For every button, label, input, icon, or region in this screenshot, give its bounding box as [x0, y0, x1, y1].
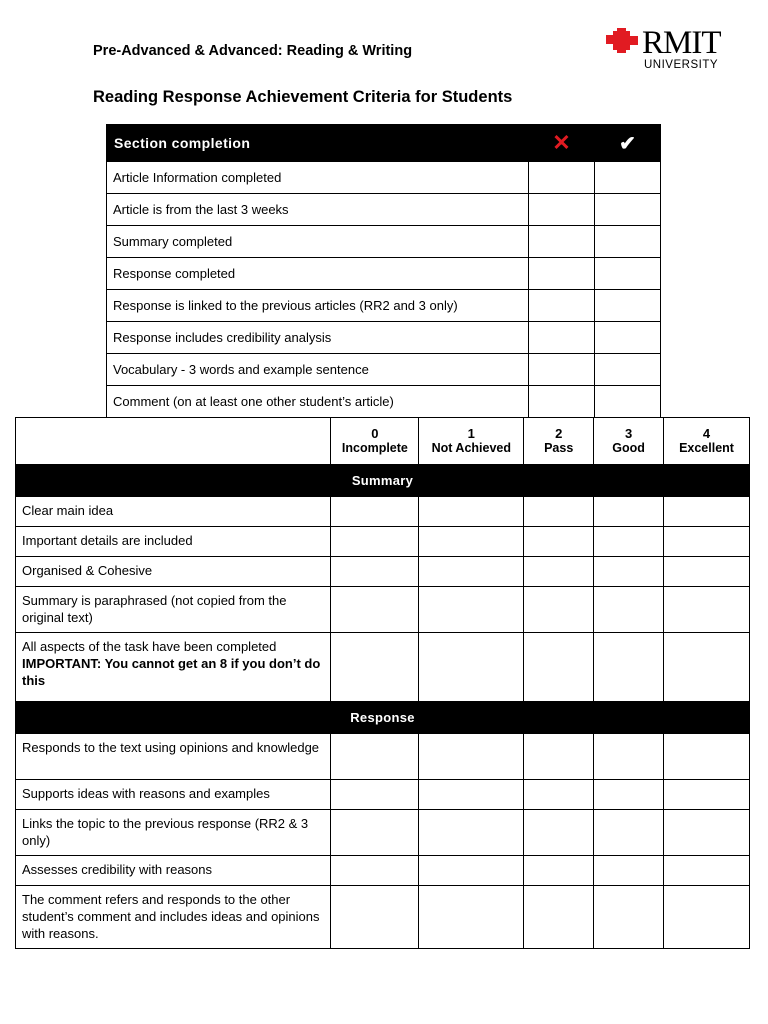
criterion-label: Clear main idea — [16, 497, 331, 527]
score-cell[interactable] — [331, 886, 419, 949]
score-header-3: 3 Good — [594, 418, 664, 465]
criterion-label: All aspects of the task have been completed — [22, 639, 277, 654]
checklist-cross-cell[interactable] — [529, 354, 595, 386]
score-cell[interactable] — [331, 734, 419, 780]
score-cell[interactable] — [419, 587, 524, 633]
important-note: IMPORTANT: You cannot get an 8 if you don’t do this — [22, 656, 321, 688]
score-cell[interactable] — [594, 497, 664, 527]
checklist-cross-cell[interactable] — [529, 258, 595, 290]
criterion-label: Important details are included — [16, 527, 331, 557]
criterion-label: Responds to the text using opinions and knowledge — [16, 734, 331, 780]
score-cell[interactable] — [419, 780, 524, 810]
score-cell[interactable] — [331, 856, 419, 886]
score-cell[interactable] — [664, 856, 750, 886]
checklist-row — [107, 290, 661, 322]
checklist-item-label: Response is linked to the previous articles (RR2 and 3 only) — [107, 290, 529, 322]
rubric-row — [16, 633, 750, 702]
score-cell[interactable] — [524, 810, 594, 856]
response-section-header — [16, 702, 750, 734]
score-cell[interactable] — [664, 587, 750, 633]
section-completion-table — [106, 124, 661, 418]
score-cell[interactable] — [594, 810, 664, 856]
criterion-label: The comment refers and responds to the other student’s comment and includes ideas and opinions with reasons. — [16, 886, 331, 949]
rubric-row — [16, 734, 750, 780]
rubric-row — [16, 557, 750, 587]
checklist-tick-cell[interactable] — [595, 290, 661, 322]
rubric-row — [16, 856, 750, 886]
score-cell[interactable] — [594, 527, 664, 557]
checklist-cross-cell[interactable] — [529, 194, 595, 226]
summary-heading: Summary — [16, 465, 750, 497]
score-cell[interactable] — [331, 810, 419, 856]
score-cell[interactable] — [594, 734, 664, 780]
score-cell[interactable] — [594, 633, 664, 702]
tick-column-header — [595, 125, 661, 162]
rubric-corner-cell — [16, 418, 331, 465]
logo-wordmark: RMIT — [642, 25, 721, 61]
criterion-label: Organised & Cohesive — [16, 557, 331, 587]
score-cell[interactable] — [594, 856, 664, 886]
score-cell[interactable] — [664, 886, 750, 949]
score-cell[interactable] — [331, 633, 419, 702]
score-cell[interactable] — [524, 527, 594, 557]
score-cell[interactable] — [664, 497, 750, 527]
criterion-label: Summary is paraphrased (not copied from the original text) — [16, 587, 331, 633]
score-cell[interactable] — [594, 780, 664, 810]
score-cell[interactable] — [664, 527, 750, 557]
checklist-item-label: Comment (on at least one other student’s article) — [107, 386, 529, 418]
checklist-heading: Section completion — [107, 125, 529, 162]
checklist-cross-cell[interactable] — [529, 386, 595, 418]
checklist-tick-cell[interactable] — [595, 226, 661, 258]
checklist-item-label: Response completed — [107, 258, 529, 290]
score-cell[interactable] — [594, 587, 664, 633]
checklist-item-label: Response includes credibility analysis — [107, 322, 529, 354]
score-cell[interactable] — [331, 780, 419, 810]
course-title: Pre-Advanced & Advanced: Reading & Writing — [93, 43, 413, 59]
checklist-row — [107, 194, 661, 226]
checklist-cross-cell[interactable] — [529, 226, 595, 258]
score-cell[interactable] — [664, 633, 750, 702]
checklist-row — [107, 354, 661, 386]
checklist-tick-cell[interactable] — [595, 386, 661, 418]
rubric-row — [16, 527, 750, 557]
rubric-row — [16, 497, 750, 527]
achievement-rubric-table — [15, 417, 750, 949]
criterion-cell — [16, 633, 331, 702]
score-cell[interactable] — [524, 734, 594, 780]
score-cell[interactable] — [331, 557, 419, 587]
score-cell[interactable] — [331, 587, 419, 633]
checklist-tick-cell[interactable] — [595, 194, 661, 226]
check-icon: ✔ — [619, 132, 636, 155]
score-cell[interactable] — [419, 856, 524, 886]
score-cell[interactable] — [524, 780, 594, 810]
score-cell[interactable] — [419, 497, 524, 527]
checklist-tick-cell[interactable] — [595, 162, 661, 194]
rubric-row — [16, 886, 750, 949]
score-cell[interactable] — [419, 734, 524, 780]
score-cell[interactable] — [419, 810, 524, 856]
score-header-4: 4 Excellent — [664, 418, 750, 465]
score-cell[interactable] — [664, 780, 750, 810]
checklist-item-label: Article Information completed — [107, 162, 529, 194]
checklist-tick-cell[interactable] — [595, 322, 661, 354]
checklist-tick-cell[interactable] — [595, 354, 661, 386]
checklist-cross-cell[interactable] — [529, 162, 595, 194]
criterion-label: Assesses credibility with reasons — [16, 856, 331, 886]
checklist-item-label: Vocabulary - 3 words and example sentence — [107, 354, 529, 386]
rubric-row — [16, 587, 750, 633]
score-cell[interactable] — [524, 886, 594, 949]
rmit-pixel-mark-icon — [606, 28, 638, 54]
response-heading: Response — [16, 702, 750, 734]
criterion-label: Supports ideas with reasons and examples — [16, 780, 331, 810]
cross-icon: ✕ — [552, 130, 571, 155]
rubric-score-header-row — [16, 418, 750, 465]
score-cell[interactable] — [524, 587, 594, 633]
score-cell[interactable] — [331, 497, 419, 527]
score-cell[interactable] — [419, 557, 524, 587]
checklist-row — [107, 386, 661, 418]
score-cell[interactable] — [524, 856, 594, 886]
checklist-tick-cell[interactable] — [595, 258, 661, 290]
checklist-row — [107, 258, 661, 290]
checklist-item-label: Article is from the last 3 weeks — [107, 194, 529, 226]
score-cell[interactable] — [524, 557, 594, 587]
page-title: Reading Response Achievement Criteria for Students — [93, 88, 513, 106]
checklist-row — [107, 162, 661, 194]
criterion-label: Links the topic to the previous response (RR2 & 3 only) — [16, 810, 331, 856]
score-cell[interactable] — [664, 810, 750, 856]
score-cell[interactable] — [664, 734, 750, 780]
score-cell[interactable] — [419, 633, 524, 702]
checklist-row — [107, 322, 661, 354]
score-header-1: 1 Not Achieved — [419, 418, 524, 465]
score-cell[interactable] — [331, 527, 419, 557]
logo-subtitle: UNIVERSITY — [644, 59, 719, 71]
score-cell[interactable] — [594, 557, 664, 587]
checklist-cross-cell[interactable] — [529, 290, 595, 322]
score-header-2: 2 Pass — [524, 418, 594, 465]
summary-section-header — [16, 465, 750, 497]
checklist-header-row — [107, 125, 661, 162]
rubric-row — [16, 810, 750, 856]
score-header-0: 0 Incomplete — [331, 418, 419, 465]
score-cell[interactable] — [664, 557, 750, 587]
checklist-item-label: Summary completed — [107, 226, 529, 258]
score-cell[interactable] — [419, 527, 524, 557]
score-cell[interactable] — [524, 633, 594, 702]
score-cell[interactable] — [524, 497, 594, 527]
rmit-logo — [600, 22, 742, 78]
score-cell[interactable] — [419, 886, 524, 949]
checklist-row — [107, 226, 661, 258]
score-cell[interactable] — [594, 886, 664, 949]
cross-column-header — [529, 125, 595, 162]
rubric-row — [16, 780, 750, 810]
checklist-cross-cell[interactable] — [529, 322, 595, 354]
